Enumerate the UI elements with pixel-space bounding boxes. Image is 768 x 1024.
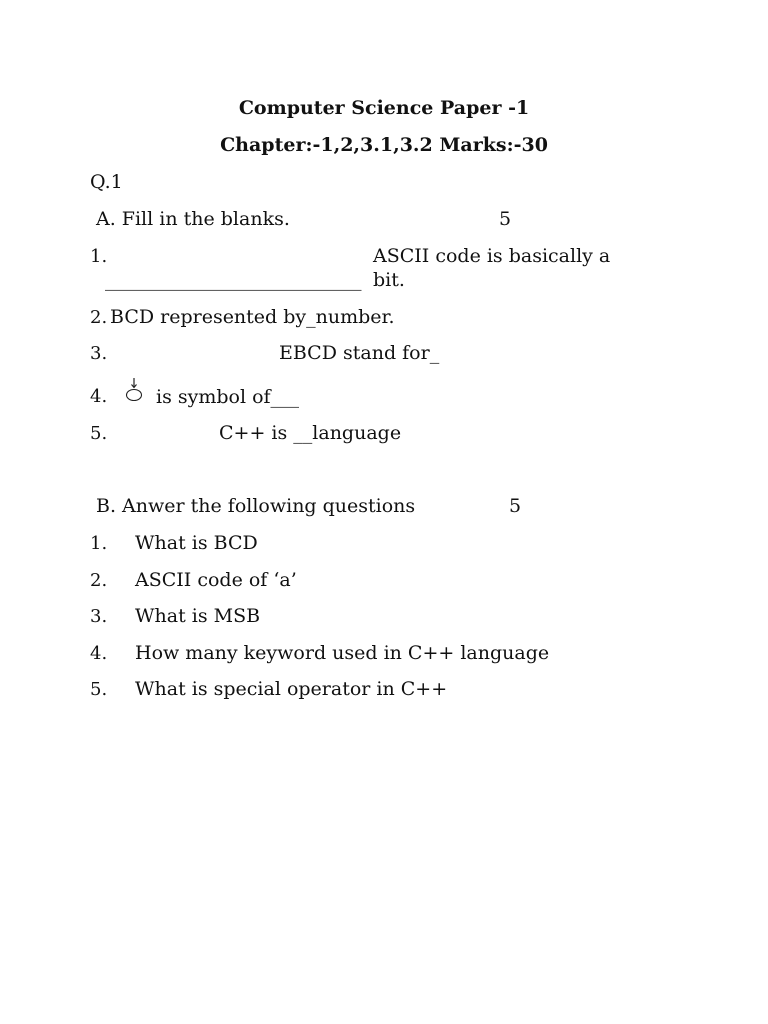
section-a-item-3-number: 3.: [90, 343, 108, 364]
section-b-item-4-number: 4.: [90, 643, 108, 664]
section-b-item-4-text: How many keyword used in C++ language: [135, 642, 550, 664]
section-b-item-5-number: 5.: [90, 679, 108, 700]
power-symbol-icon: [125, 377, 143, 403]
section-a-item-2-text: BCD represented by_number.: [110, 306, 395, 328]
page-title: Computer Science Paper -1: [238, 97, 530, 119]
section-a-heading: A. Fill in the blanks.: [96, 208, 290, 230]
section-a-item-4-text: is symbol of___: [156, 386, 300, 408]
section-a-marks: 5: [499, 208, 512, 230]
section-b-item-1-number: 1.: [90, 533, 108, 554]
section-b-item-5-text: What is special operator in C++: [135, 678, 448, 700]
question-label: Q.1: [90, 171, 123, 193]
section-b-item-2-number: 2.: [90, 570, 108, 591]
section-a-item-2-number: 2.: [90, 307, 108, 328]
section-a-item-1-text: ASCII code is basically a: [373, 245, 611, 267]
section-a-item-4-number: 4.: [90, 386, 108, 407]
section-b-marks: 5: [509, 495, 522, 517]
page-subtitle: Chapter:-1,2,3.1,3.2 Marks:-30: [220, 134, 548, 156]
section-b-heading: B. Anwer the following questions: [96, 495, 416, 517]
section-b-item-3-number: 3.: [90, 606, 108, 627]
section-a-item-1-number: 1.: [90, 246, 108, 267]
section-a-item-5-text: C++ is __language: [219, 422, 402, 444]
section-a-item-5-number: 5.: [90, 423, 108, 444]
section-b-item-3-text: What is MSB: [135, 605, 261, 627]
section-a-item-1-blank: ___________________________: [105, 269, 362, 291]
section-a-item-1-text-continued: bit.: [373, 269, 405, 291]
section-b-item-1-text: What is BCD: [135, 532, 258, 554]
section-b-item-2-text: ASCII code of ‘a’: [135, 569, 297, 591]
section-a-item-3-text: EBCD stand for_: [279, 342, 440, 364]
